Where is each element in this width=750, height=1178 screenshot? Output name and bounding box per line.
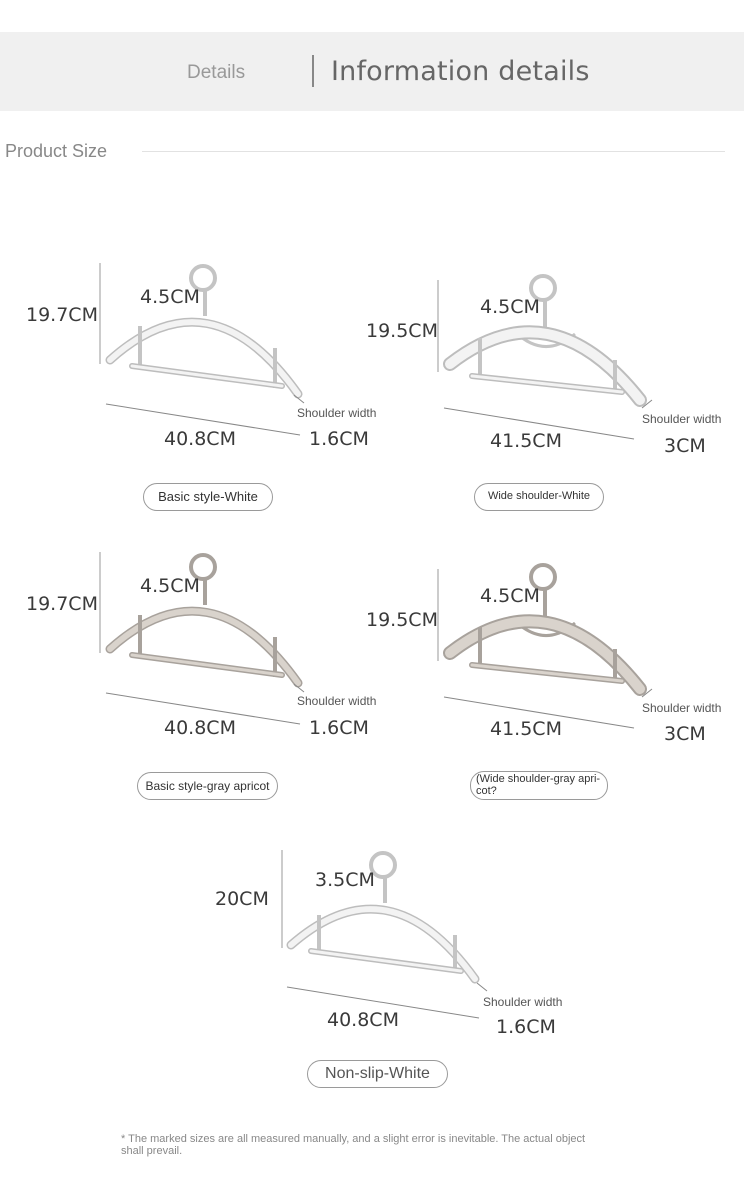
product-basic-gray-apricot (20, 547, 377, 807)
shoulder-width-label: Shoulder width (297, 406, 377, 420)
shoulder-width-label: Shoulder width (642, 701, 722, 715)
section-rule (142, 151, 725, 152)
header-band (0, 32, 744, 111)
height-dimension: 19.7CM (26, 593, 98, 615)
shoulder-dimension: 3CM (664, 723, 706, 745)
height-dimension: 19.5CM (366, 320, 438, 342)
shoulder-width-label: Shoulder width (297, 694, 377, 708)
hook-dimension: 4.5CM (480, 585, 540, 607)
width-dimension: 40.8CM (327, 1009, 399, 1031)
measurement-footnote: * The marked sizes are all measured manually, and a slight error is inevitable. The actual object shall prevail. (121, 1133, 586, 1158)
product-non-slip-white (205, 845, 563, 1105)
style-tag-basic-white[interactable]: Basic style-White (143, 483, 273, 511)
shoulder-dimension: 1.6CM (309, 717, 369, 739)
width-dimension: 41.5CM (490, 718, 562, 740)
hook-dimension: 4.5CM (140, 575, 200, 597)
product-wide-shoulder-white (360, 268, 722, 528)
product-basic-white (20, 258, 377, 518)
shoulder-dimension: 3CM (664, 435, 706, 457)
product-wide-shoulder-gray-apricot (360, 557, 722, 817)
hook-dimension: 4.5CM (140, 286, 200, 308)
shoulder-width-label: Shoulder width (642, 412, 722, 426)
shoulder-width-label: Shoulder width (483, 995, 563, 1009)
width-dimension: 40.8CM (164, 717, 236, 739)
shoulder-dimension: 1.6CM (309, 428, 369, 450)
style-tag-wide-white[interactable]: Wide shoulder-White (474, 483, 604, 511)
style-tag-basic-gray-apricot[interactable]: Basic style-gray apricot (137, 772, 278, 800)
header-information-details: Information details (331, 56, 590, 87)
width-dimension: 41.5CM (490, 430, 562, 452)
style-tag-non-slip-white[interactable]: Non-slip-White (307, 1060, 448, 1088)
height-dimension: 20CM (215, 888, 269, 910)
hook-dimension: 4.5CM (480, 296, 540, 318)
section-title: Product Size (5, 141, 108, 161)
style-tag-wide-gray-apricot[interactable]: (Wide shoulder-gray apri-cot? (470, 771, 608, 800)
shoulder-dimension: 1.6CM (496, 1016, 556, 1038)
width-dimension: 40.8CM (164, 428, 236, 450)
hook-dimension: 3.5CM (315, 869, 375, 891)
height-dimension: 19.7CM (26, 304, 98, 326)
header-details-label: Details (187, 62, 246, 83)
header-divider (312, 55, 314, 87)
height-dimension: 19.5CM (366, 609, 438, 631)
